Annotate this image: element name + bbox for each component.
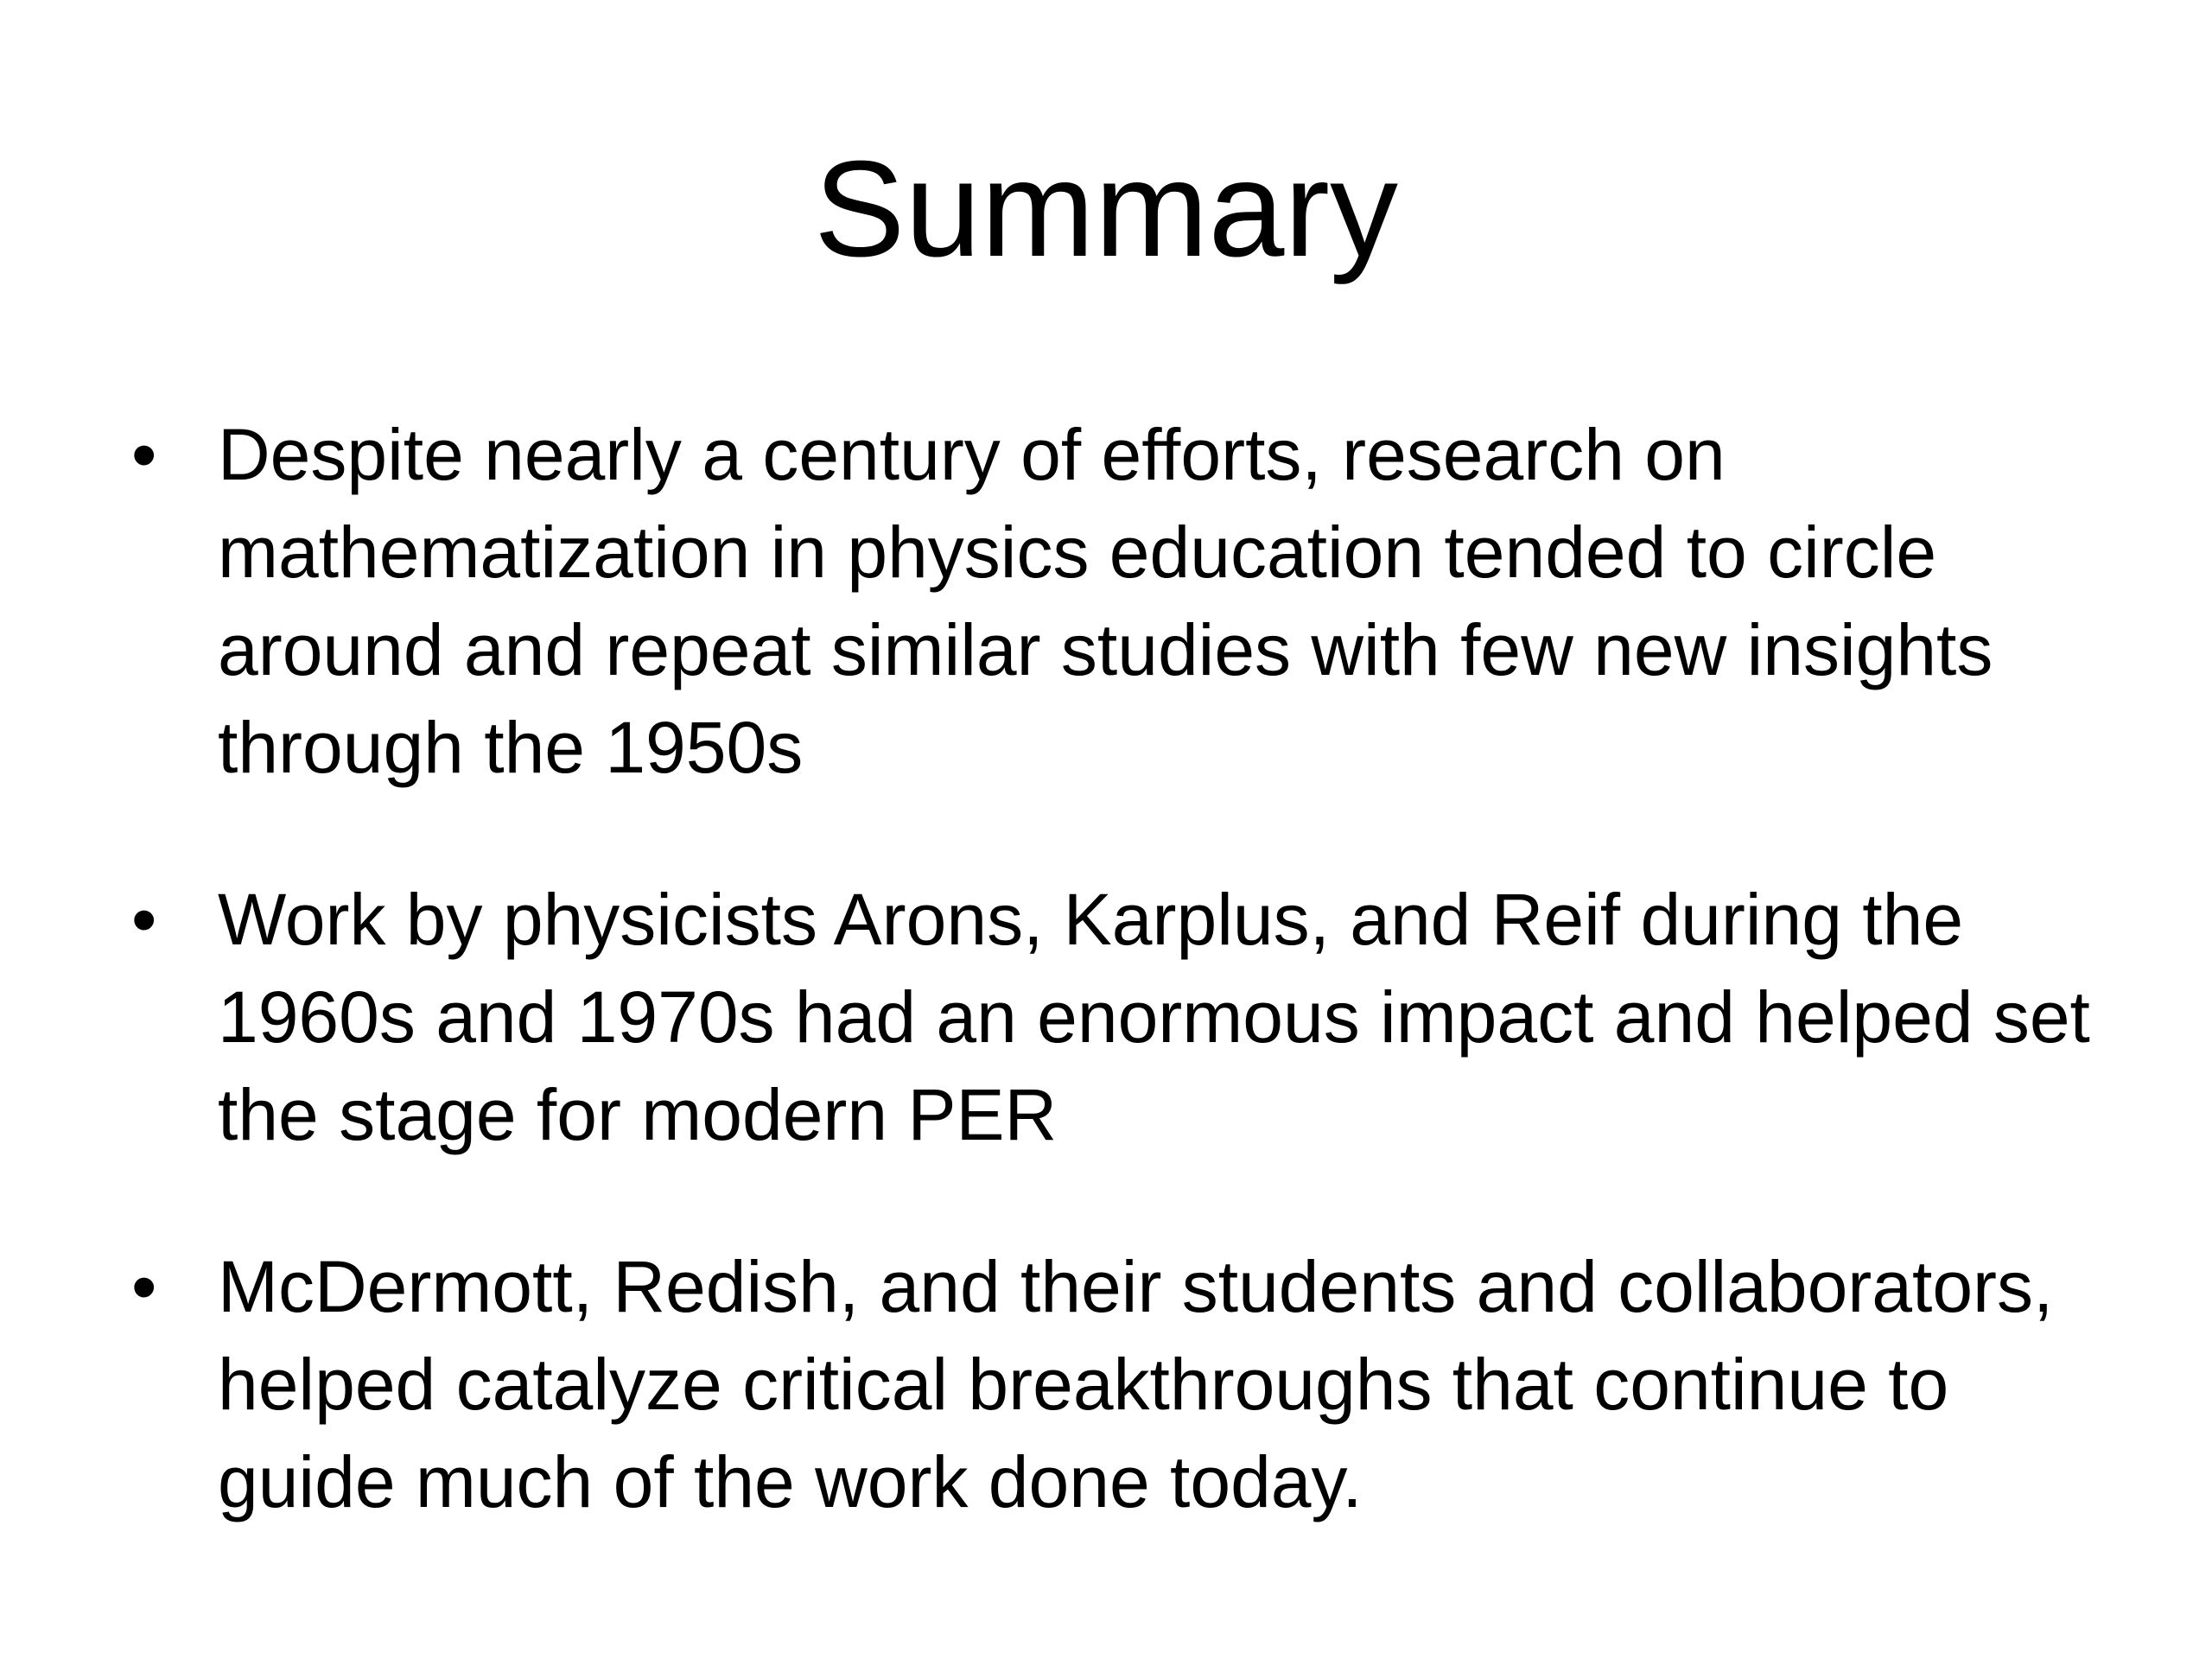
- bullet-item: [131, 1238, 2119, 1531]
- bullet-icon: •: [131, 414, 157, 495]
- bullet-icon: •: [131, 1246, 157, 1327]
- bullet-text: Despite nearly a century of efforts, research on mathematization in physics education tended to circle around and repeat similar studies with few new insights through the 1950s: [218, 414, 1993, 788]
- bullet-text: Work by physicists Arons, Karplus, and Reif during the 1960s and 1970s had an enormous impact and helped set the stage for modern PER: [218, 879, 2090, 1155]
- bullet-icon: •: [131, 879, 157, 960]
- slide-title: Summary: [814, 133, 1398, 285]
- bullet-text: McDermott, Redish, and their students and collaborators, helped catalyze critical breakthroughs that continue to guide much of the work done today.: [218, 1246, 2054, 1522]
- bullet-item: [131, 406, 2119, 797]
- bullet-list: [131, 406, 2119, 1531]
- bullet-item: [131, 871, 2119, 1164]
